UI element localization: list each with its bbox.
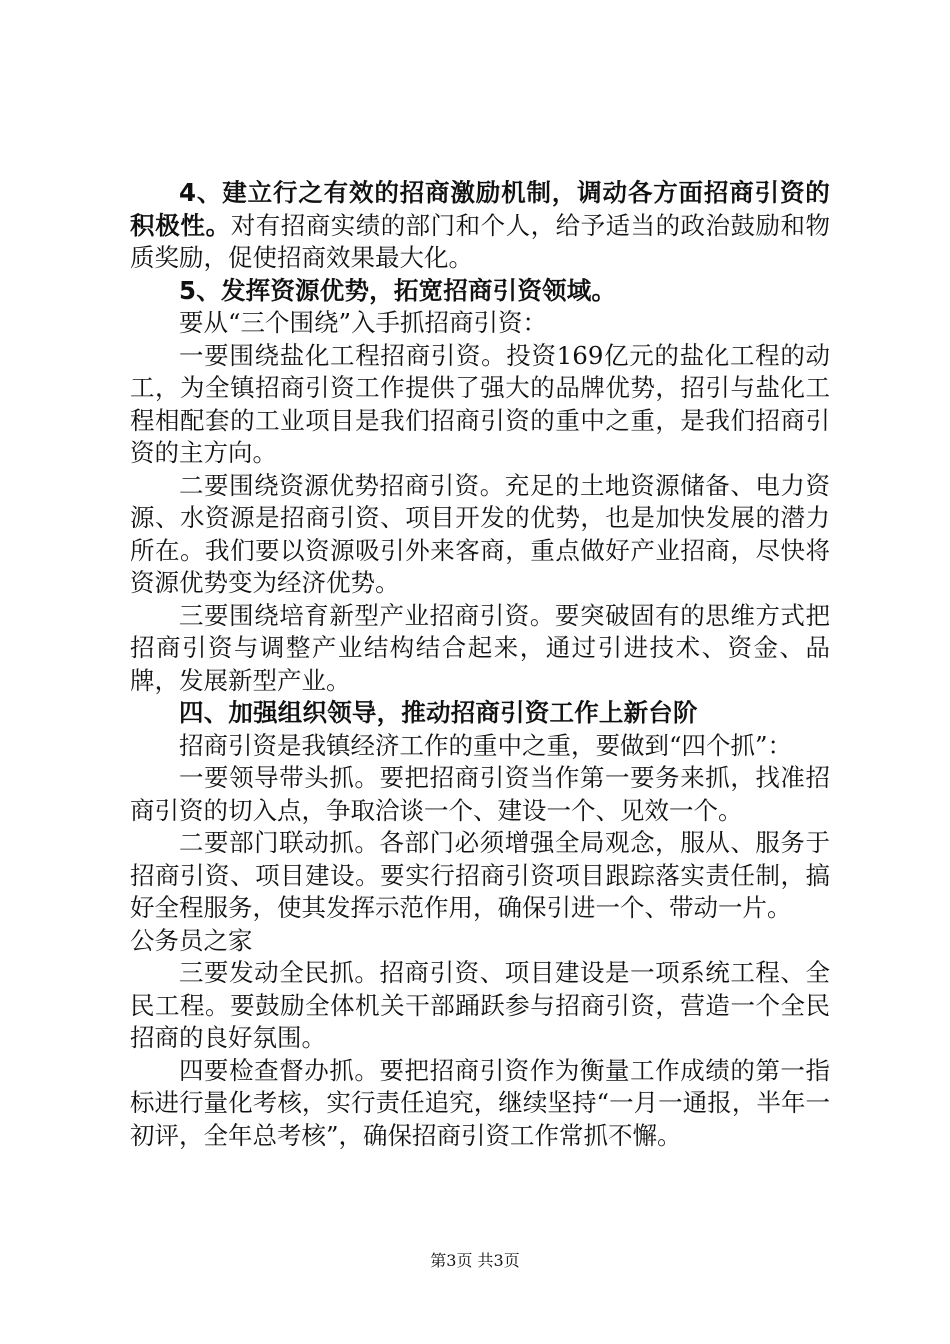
paragraph-site-mark	[130, 925, 830, 958]
paragraph-text: 招商引资是我镇经济工作的重中之重，要做到“四个抓”：	[179, 730, 793, 760]
section-heading: 5、发挥资源优势，拓宽招商引资领域。	[179, 275, 617, 305]
paragraph-section-four	[130, 697, 830, 730]
paragraph-text: 一要领导带头抓。要把招商引资当作第一要务来抓，找准招商引资的切入点，争取洽谈一个、建设一个、见效一个。	[130, 763, 830, 825]
paragraph-text: 公务员之家	[130, 925, 253, 955]
paragraph-incentive-mechanism	[130, 177, 830, 275]
document-body	[130, 177, 830, 1152]
page-number-label: 第3页 共3页	[430, 1251, 520, 1270]
paragraph-text: 二要围绕资源优势招商引资。充足的土地资源储备、电力资源、水资源是招商引资、项目开发的优势，也是加快发展的潜力所在。我们要以资源吸引外来客商，重点做好产业招商，尽快将资源优势变为经济优势。	[130, 470, 830, 597]
paragraph-three-focus-intro	[130, 307, 830, 340]
page-footer	[0, 1248, 950, 1271]
paragraph-text: 三要发动全民抓。招商引资、项目建设是一项系统工程、全民工程。要鼓励全体机关干部踊跃参与招商引资，营造一个全民招商的良好氛围。	[130, 958, 830, 1052]
paragraph-inspection	[130, 1055, 830, 1153]
section-heading: 四、加强组织领导，推动招商引资工作上新台阶	[179, 698, 698, 727]
paragraph-text: 要从“三个围绕”入手抓招商引资：	[179, 308, 548, 337]
paragraph-text: 二要部门联动抓。各部门必须增强全局观念，服从、服务于招商引资、项目建设。要实行招商引资项目跟踪落实责任制，搞好全程服务，使其发挥示范作用，确保引进一个、带动一片。	[130, 828, 830, 922]
paragraph-leadership	[130, 762, 830, 827]
paragraph-text: 三要围绕培育新型产业招商引资。要突破固有的思维方式把招商引资与调整产业结构结合起来，通过引进技术、资金、品牌，发展新型产业。	[130, 600, 830, 695]
paragraph-four-grasps-intro	[130, 730, 830, 763]
paragraph-new-industry	[130, 600, 830, 698]
paragraph-resource-advantage	[130, 275, 830, 308]
paragraph-text: 一要围绕盐化工程招商引资。投资169亿元的盐化工程的动工，为全镇招商引资工作提供了强大的品牌优势，招引与盐化工程相配套的工业项目是我们招商引资的重中之重，是我们招商引资的主方向。	[130, 340, 830, 467]
paragraph-text: 对有招商实绩的部门和个人，给予适当的政治鼓励和物质奖励，促使招商效果最大化。	[130, 210, 830, 272]
paragraph-resource-focus	[130, 470, 830, 600]
paragraph-mobilize-all	[130, 957, 830, 1055]
paragraph-text: 四要检查督办抓。要把招商引资作为衡量工作成绩的第一指标进行量化考核，实行责任追究，继续坚持“一月一通报，半年一初评，全年总考核”，确保招商引资工作常抓不懈。	[130, 1055, 830, 1150]
paragraph-department-linkage	[130, 827, 830, 925]
section-heading: 4、建立行之有效的招商激励机制，调动各方面招商引资的积极性。	[130, 178, 830, 240]
paragraph-salt-chemical	[130, 340, 830, 470]
